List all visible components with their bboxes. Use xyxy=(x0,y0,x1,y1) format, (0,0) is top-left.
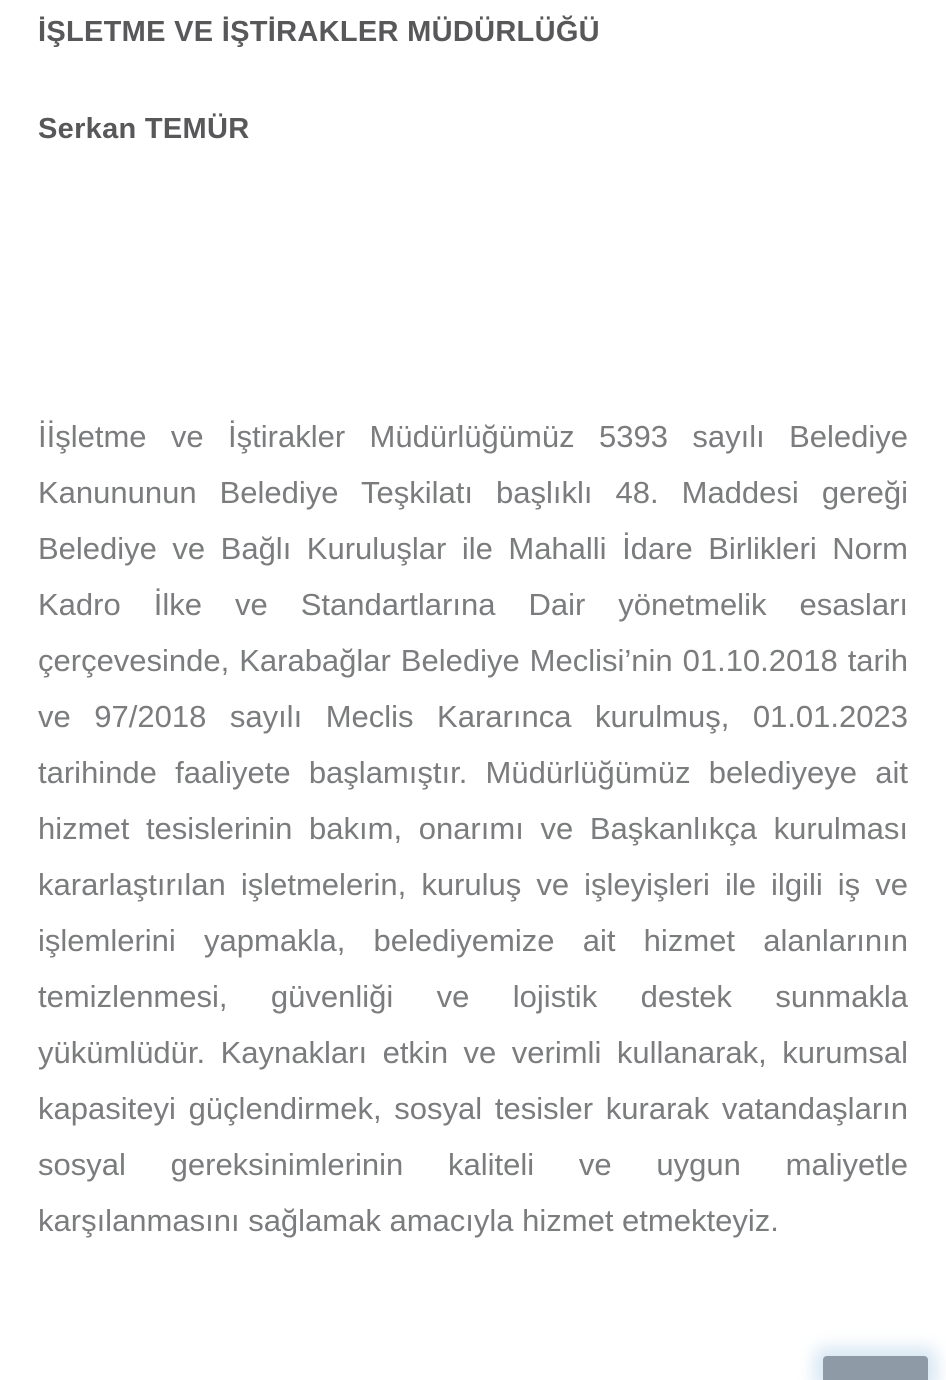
department-description: İİşletme ve İştirakler Müdürlüğümüz 5393 sayılı Belediye Kanununun Belediye Teşkilatı başlıklı 48. Maddesi gereği Belediye ve Bağlı Kuruluşlar ile Mahalli İdare Birlikleri Norm Kadro İlke ve Standartlarına Dair yönetmelik esasları çerçevesinde, Karabağlar Belediye Meclisi’nin 01.10.2018 tarih ve 97/2018 sayılı Meclis Kararınca kurulmuş, 01.01.2023 tarihinde faaliyete başlamıştır. Müdürlüğümüz belediyeye ait hizmet tesislerinin bakım, onarımı ve Başkanlıkça kurulması kararlaştırılan işletmelerin, kuruluş ve işleyişleri ile ilgili iş ve işlemlerini yapmakla, belediyemize ait hizmet alanlarının temizlenmesi, güvenliği ve lojistik destek sunmakla yükümlüdür. Kaynakları etkin ve verimli kullanarak, kurumsal kapasiteyi güçlendirmek, sosyal tesisler kurarak vatandaşların sosyal gereksinimlerinin kaliteli ve uygun maliyetle karşılanmasını sağlamak amacıyla hizmet etmekteyiz. xyxy=(38,418,908,1238)
manager-name: Serkan TEMÜR xyxy=(38,112,250,145)
page-title: İŞLETME VE İŞTİRAKLER MÜDÜRLÜĞÜ xyxy=(38,16,600,48)
scroll-top-button[interactable] xyxy=(823,1356,928,1380)
